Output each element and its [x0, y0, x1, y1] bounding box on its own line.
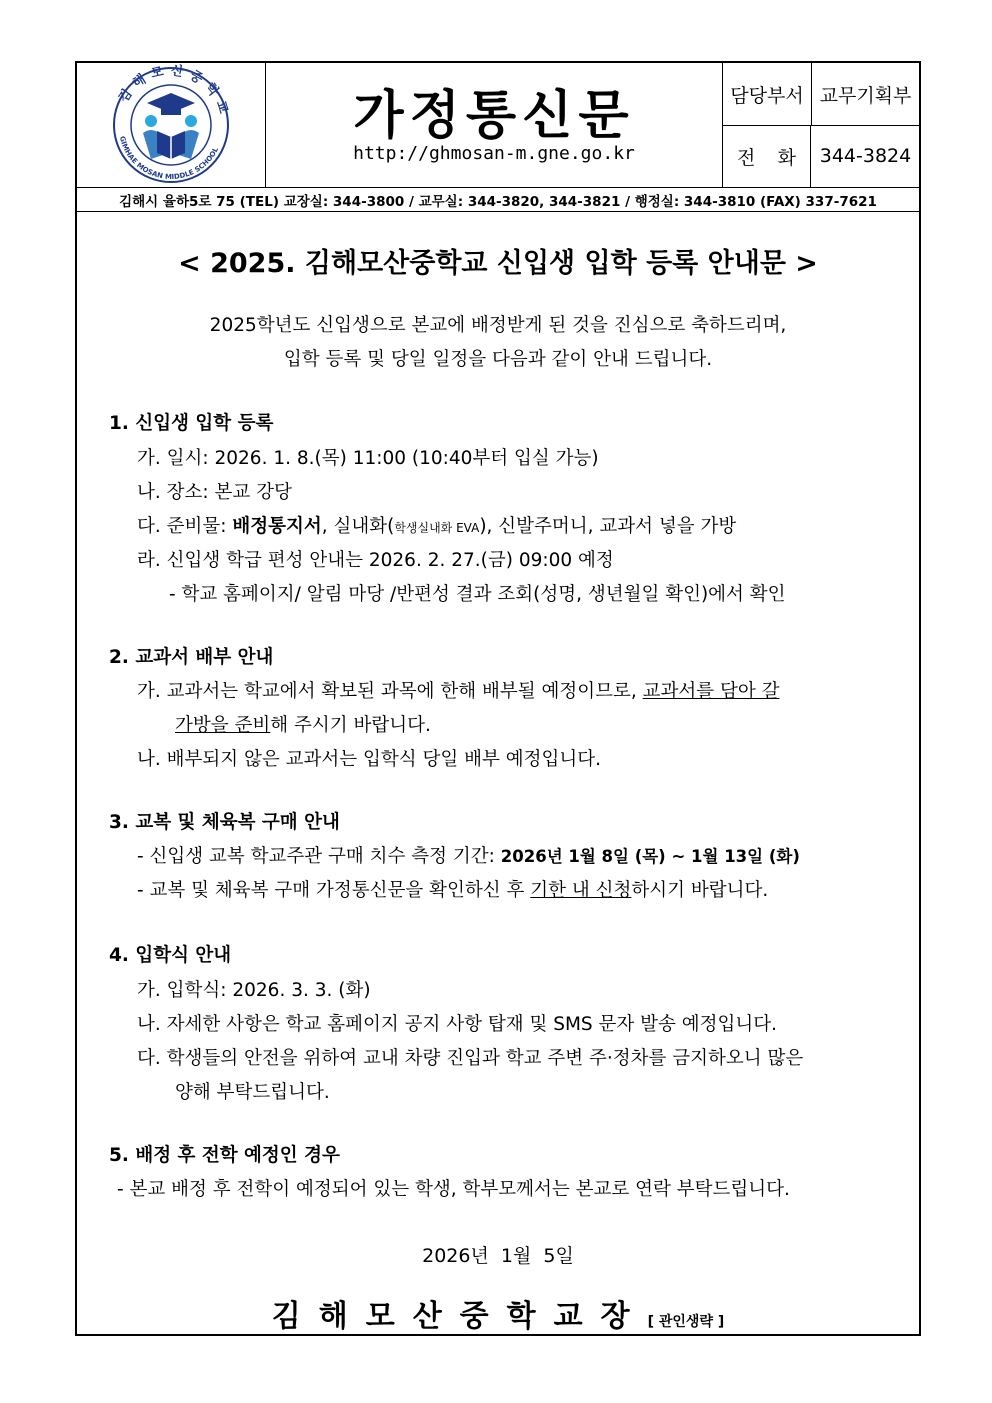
logo-cell: [77, 63, 266, 187]
section-2-item-b: 나. 배부되지 않은 교과서는 입학식 당일 배부 예정입니다.: [137, 749, 601, 770]
s3-b-underline: 기한 내 신청: [530, 880, 632, 901]
dept-row: [723, 63, 919, 126]
address-text: 김해시 율하5로 75 (TEL) 교장실: 344-3800 / 교무실: 344-3820, 344-3821 / 행정실: 344-3810 (FAX) 337-7621: [119, 193, 877, 210]
document-title: < 2025. 김해모산중학교 신입생 입학 등록 안내문 >: [178, 248, 818, 279]
issue-date: 2026년 1월 5일: [422, 1245, 574, 1267]
s3-a-prefix: - 신입생 교복 학교주관 구매 치수 측정 기간:: [137, 846, 501, 867]
s3-a-bold: 2026년 1월 8일 (목) ~ 1월 13일 (화): [500, 847, 800, 866]
phone-label-1: 전: [737, 146, 756, 169]
item-c-small: 학생실내화 EVA: [394, 521, 480, 535]
section-2-heading: 2. 교과서 배부 안내: [109, 647, 274, 668]
section-4-item-a: 가. 입학식: 2026. 3. 3. (화): [137, 980, 371, 1001]
item-c-suffix: ), 신발주머니, 교과서 넣을 가방: [479, 516, 737, 537]
section-4-item-c: 다. 학생들의 안전을 위하여 교내 차량 진입과 학교 주변 주·정차를 금지하오니 많은: [137, 1048, 804, 1069]
section-4-item-c-cont: 양해 부탁드립니다.: [175, 1082, 330, 1103]
section-1-item-c: [137, 512, 736, 538]
address-bar: [77, 187, 919, 212]
section-2-item-a: [137, 677, 779, 703]
phone-value: 344-3824: [819, 145, 912, 167]
section-5-heading: 5. 배정 후 전학 예정인 경우: [109, 1145, 340, 1166]
header: [77, 63, 919, 210]
item-c-prefix: 다. 준비물:: [137, 516, 233, 537]
item-a-underline: 교과서를 담아 갈: [642, 681, 780, 702]
intro-line-1: 2025학년도 신입생으로 본교에 배정받게 된 것을 진심으로 축하드리며,: [209, 315, 787, 336]
section-2-item-a-cont: [175, 711, 431, 737]
item-a-prefix: 가. 교과서는 학교에서 확보된 과목에 한해 배부될 예정이므로,: [137, 681, 643, 702]
contact-info-table: [723, 63, 919, 187]
item-a-cont-underline: 가방을 준비: [175, 715, 271, 736]
principal-title: 김해모산중학교장: [271, 1299, 648, 1334]
document-frame: [75, 61, 921, 1336]
dept-label: 담당부서: [723, 63, 812, 125]
school-logo: [77, 63, 265, 187]
phone-label: [723, 125, 811, 187]
section-1-heading: 1. 신입생 입학 등록: [109, 413, 274, 434]
s3-b-prefix: - 교복 및 체육복 구매 가정통신문을 확인하신 후: [137, 880, 531, 901]
section-3-item-b: [137, 876, 768, 902]
phone-label-2: 화: [777, 146, 796, 169]
section-4-heading: 4. 입학식 안내: [109, 945, 232, 966]
item-c-mid: , 실내화(: [321, 516, 395, 537]
section-1-item-b: 나. 장소: 본교 강당: [137, 482, 292, 503]
logo-ring-text-top: 김해모산중학교: [116, 63, 233, 122]
school-url: http://ghmosan-m.gne.go.kr: [353, 143, 635, 164]
newsletter-title: 가정통신문: [353, 86, 635, 146]
item-a-cont-suffix: 해 주시기 바랍니다.: [270, 715, 431, 736]
dept-value: 교무기획부: [819, 84, 912, 107]
phone-row: [723, 125, 919, 187]
section-1-item-d-sub: - 학교 홈페이지/ 알림 마당 /반편성 결과 조회(성명, 생년월일 확인)에서 확인: [169, 584, 786, 605]
seal-omitted-note: [ 관인생략 ]: [647, 1314, 725, 1330]
section-3-item-a: [137, 842, 800, 868]
item-c-bold: 배정통지서: [232, 516, 322, 537]
s3-b-suffix: 하시기 바랍니다.: [631, 880, 769, 901]
title-cell: [266, 63, 723, 187]
logo-ring-text-bottom: GIMHAE MOSAN MIDDLE SCHOOL: [117, 135, 221, 182]
section-4-item-b: 나. 자세한 사항은 학교 홈페이지 공지 사항 탑재 및 SMS 문자 발송 예정입니다.: [137, 1014, 778, 1035]
section-5-item-a: - 본교 배정 후 전학이 예정되어 있는 학생, 학부모께서는 본교로 연락 부탁드립니다.: [117, 1179, 790, 1200]
section-1-item-a: 가. 일시: 2026. 1. 8.(목) 11:00 (10:40부터 입실 가능): [137, 448, 599, 469]
section-3-heading: 3. 교복 및 체육복 구매 안내: [109, 812, 340, 833]
signature-line: [77, 1291, 919, 1335]
intro-line-2: 입학 등록 및 당일 일정을 다음과 같이 안내 드립니다.: [283, 349, 713, 370]
section-1-item-d: 라. 신입생 학급 편성 안내는 2026. 2. 27.(금) 09:00 예정: [137, 550, 614, 571]
